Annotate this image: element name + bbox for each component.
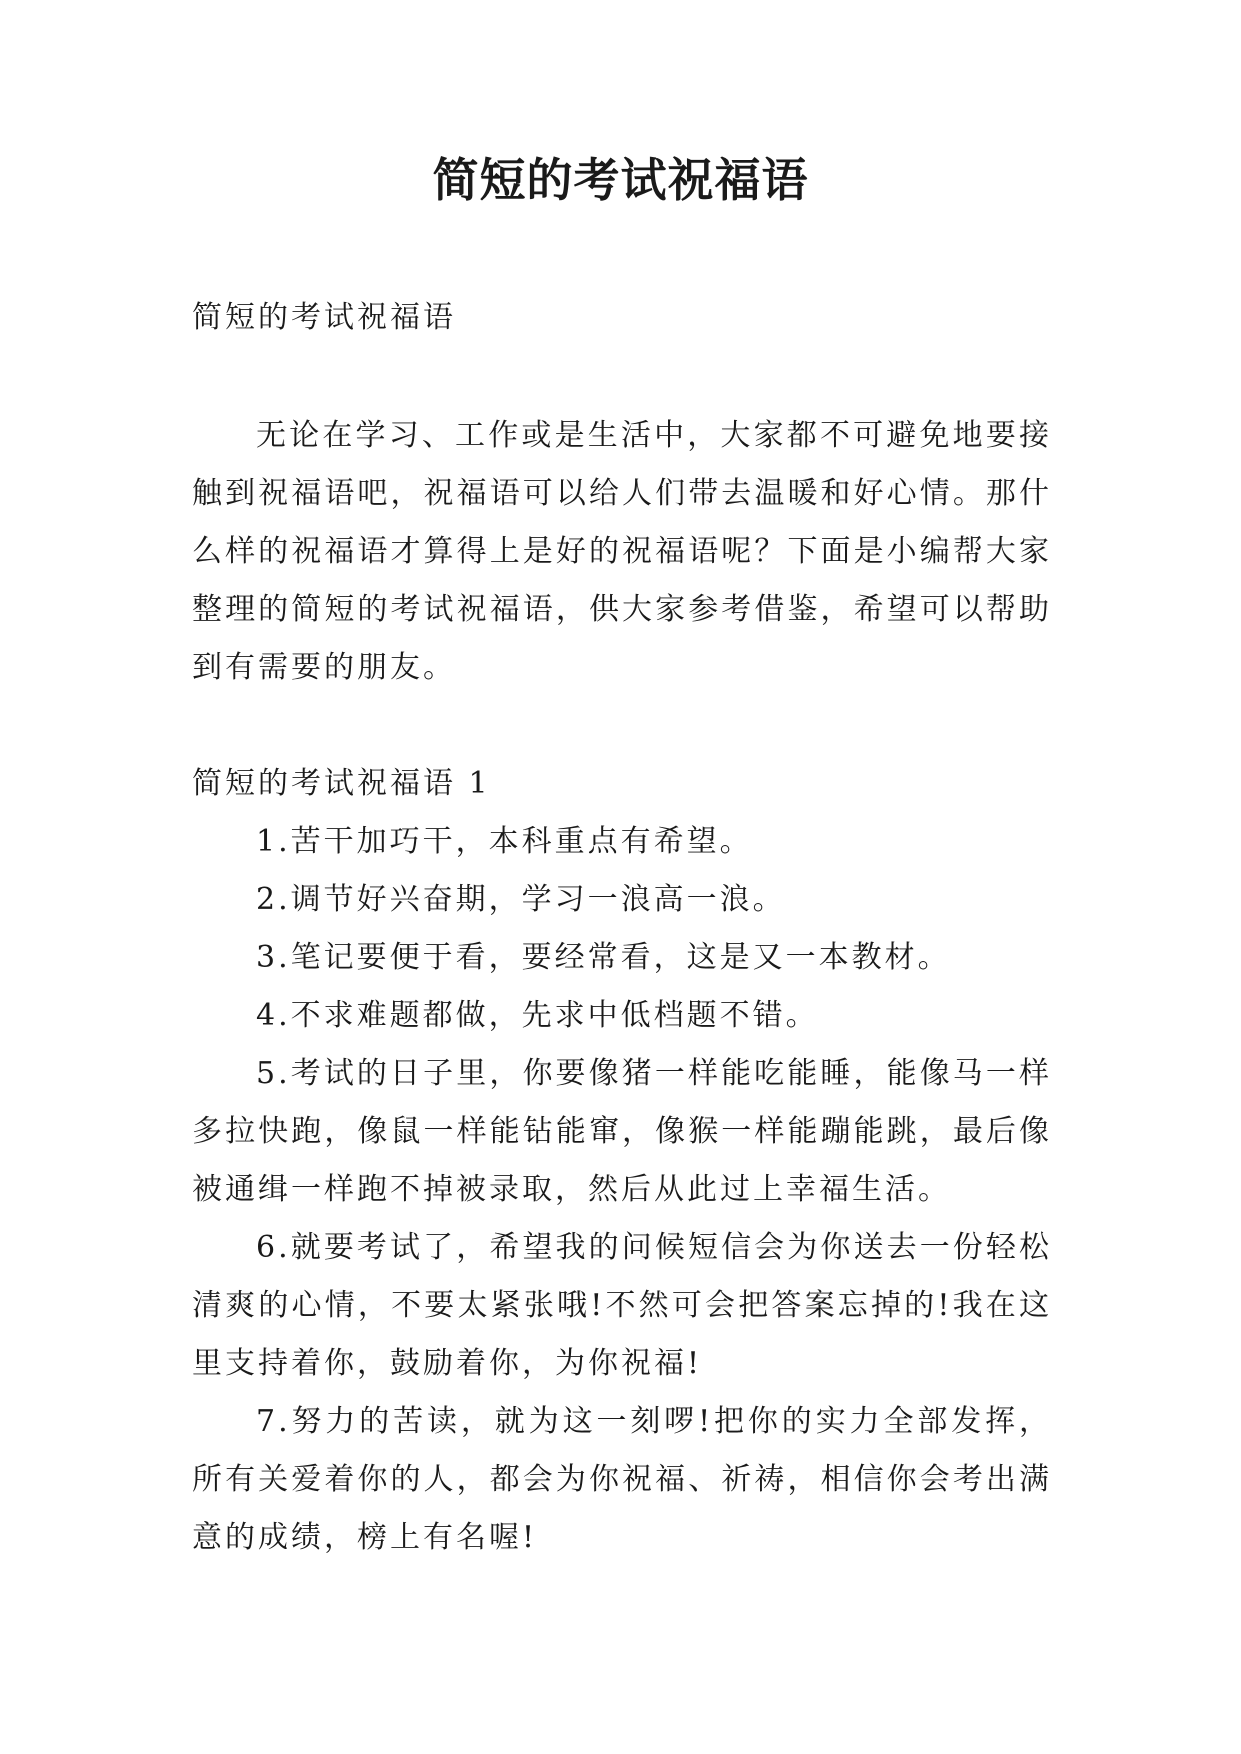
document-subtitle: 简短的考试祝福语	[192, 300, 456, 335]
spacer	[192, 697, 1052, 755]
spacer	[192, 347, 1052, 407]
document-body	[192, 289, 1052, 1567]
list-item: 2.调节好兴奋期，学习一浪高一浪。	[256, 882, 786, 917]
list-item: 3.笔记要便于看，要经常看，这是又一本教材。	[256, 940, 951, 975]
section-heading: 简短的考试祝福语 1	[192, 766, 491, 801]
list-item: 7.努力的苦读，就为这一刻啰!把你的实力全部发挥，所有关爱着你的人，都会为你祝福、祈祷，相信你会考出满意的成绩，榜上有名喔!	[192, 1404, 1052, 1555]
list-item: 4.不求难题都做，先求中低档题不错。	[256, 998, 819, 1033]
list-item: 6.就要考试了，希望我的问候短信会为你送去一份轻松清爽的心情，不要太紧张哦!不然可会把答案忘掉的!我在这里支持着你，鼓励着你，为你祝福!	[192, 1230, 1052, 1381]
document-title: 简短的考试祝福语	[432, 153, 809, 207]
intro-paragraph: 无论在学习、工作或是生活中，大家都不可避免地要接触到祝福语吧，祝福语可以给人们带去温暖和好心情。那什么样的祝福语才算得上是好的祝福语呢？下面是小编帮大家整理的简短的考试祝福语，供大家参考借鉴，希望可以帮助到有需要的朋友。	[192, 418, 1052, 685]
list-item: 5.考试的日子里，你要像猪一样能吃能睡，能像马一样多拉快跑，像鼠一样能钻能窜，像猴一样能蹦能跳，最后像被通缉一样跑不掉被录取，然后从此过上幸福生活。	[192, 1056, 1052, 1207]
list-item: 1.苦干加巧干，本科重点有希望。	[256, 824, 753, 859]
